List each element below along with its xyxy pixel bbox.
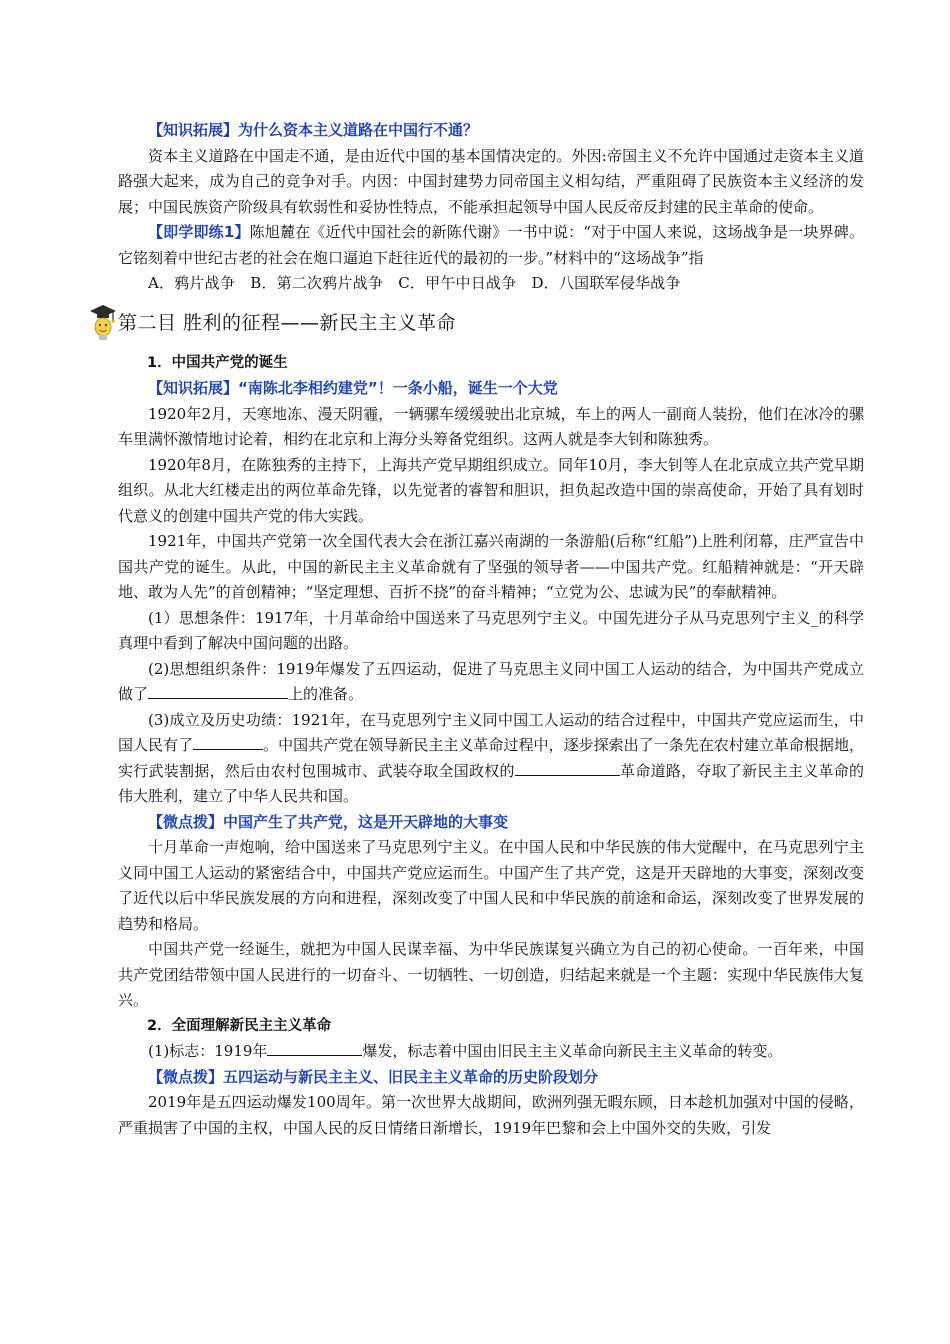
answer-blank[interactable] — [515, 761, 620, 776]
condition-item — [118, 657, 864, 708]
exercise-text: 陈旭麓在《近代中国社会的新陈代谢》一书中说：“对于中国人来说，这场战争是一块界碑。它铭刻着中世纪古老的社会在炮口逼迫下赶往近代的最初的一步。”材料中的“这场战争”指 — [118, 223, 864, 267]
section-tag: 【知识拓展】 — [148, 121, 239, 139]
paragraph: 1921年，中国共产党第一次全国代表大会在浙江嘉兴南湖的一条游船(后称“红船”)上胜利闭幕，庄严宣告中国共产党的诞生。从此，中国的新民主主义革命就有了坚强的领导者——中国共产党。红船精神就是：“开天辟地、敢为人先”的首创精神；“坚定理想、百折不挠”的奋斗精神；“立党为公、忠诚为民”的奉献精神。 — [118, 532, 864, 601]
subheading: 2．全面理解新民主主义革命 — [147, 1017, 332, 1034]
tip-tag: 【微点拨】 — [148, 1067, 224, 1086]
knowledge-extension-heading — [148, 118, 864, 144]
tip-title: 五四运动与新民主主义、旧民主主义革命的历史阶段划分 — [223, 1067, 599, 1086]
paragraph: 1920年2月，天寒地冻、漫天阴霾，一辆骡车缓缓驶出北京城，车上的两人一副商人装扮，他们在冰冷的骡车里满怀激情地讨论着，相约在北京和上海分头筹备党组织。这两人就是李大钊和陈独秀。 — [118, 404, 864, 448]
paragraph: 十月革命一声炮响，给中国送来了马克思列宁主义。在中国人民和中华民族的伟大觉醒中，在马克思列宁主义同中国工人运动的紧密结合中，中国共产党应运而生。中国产生了共产党，这是开天辟地的大事变，深刻改变了近代以后中华民族发展的方向和进程，深刻改变了中国人民和中华民族的前途和命运，深刻改变了世界发展的趋势和格局。 — [118, 838, 864, 933]
condition-item — [118, 1039, 864, 1065]
tip-heading — [148, 810, 864, 836]
section-title: 第二目 胜利的征程——新民主主义革命 — [118, 312, 457, 334]
text: (3)成立及历史功绩：1921年，在马克思列宁主义同中国工人运动的结合过程中，中国共产党应运而生，中国人民有了 — [118, 710, 864, 754]
exercise-tag: 【即学即练1】 — [148, 223, 250, 241]
text: 上的准备。 — [288, 685, 364, 703]
text: (2)思想组织条件：1919年爆发了五四运动，促进了马克思主义同中国工人运动的结合，为中国共产党成立做了 — [118, 659, 864, 703]
text: 革命道路，夺取了新民主主义革命的伟大胜利，建立了中华人民共和国。 — [118, 761, 864, 805]
graduate-cap-icon — [88, 301, 118, 343]
answer-blank[interactable] — [267, 1041, 362, 1056]
section-title-text: “南陈北李相约建党”！一条小船，诞生一个大党 — [238, 379, 558, 397]
exercise-paragraph — [118, 220, 864, 271]
text: 爆发，标志着中国由旧民主主义革命向新民主主义革命的转变。 — [362, 1042, 783, 1060]
answer-blank[interactable] — [148, 684, 288, 699]
paragraph: 1920年8月，在陈独秀的主持下，上海共产党早期组织成立。同年10月，李大钊等人在北京成立共产党早期组织。从北大红楼走出的两位革命先锋，以先觉者的睿智和胆识，担负起改造中国的崇高使命，开始了具有划时代意义的创建中国共产党的伟大实践。 — [118, 455, 864, 525]
paragraph: 资本主义道路在中国走不通，是由近代中国的基本国情决定的。外因:帝国主义不允许中国通过走资本主义道路强大起来，成为自己的竞争对手。内因：中国封建势力同帝国主义相勾结，严重阻碍了民族资本主义经济的发展；中国民族资产阶级具有软弱性和妥协性特点，不能承担起领导中国人民反帝反封建的民主革命的使命。 — [118, 146, 864, 216]
tip-heading — [148, 1065, 864, 1091]
paragraph: 中国共产党一经诞生，就把为中国人民谋幸福、为中华民族谋复兴确立为自己的初心使命。一百年来，中国共产党团结带领中国人民进行的一切奋斗、一切牺牲、一切创造，归结起来就是一个主题：实现中华民族伟大复兴。 — [118, 940, 864, 1009]
subheading: 1．中国共产党的诞生 — [147, 354, 288, 371]
document-page — [118, 118, 864, 1141]
text: 。中国共产党在领导新民主主义革命过程中，逐步探索出了一条先在农村建立革命根据地，实行武装割据，然后由农村包围城市、武装夺取全国政权的 — [118, 736, 864, 780]
tip-title: 中国产生了共产党，这是开天辟地的大事变 — [223, 812, 509, 831]
answer-blank[interactable] — [193, 735, 263, 750]
section-tag: 【知识拓展】 — [148, 379, 239, 397]
exercise-options: A．鸦片战争 B．第二次鸦片战争 C．甲午中日战争 D．八国联军侵华战争 — [148, 274, 681, 292]
knowledge-extension-heading — [148, 376, 864, 402]
section-title-text: 为什么资本主义道路在中国行不通？ — [238, 121, 479, 139]
tip-tag: 【微点拨】 — [148, 812, 224, 831]
paragraph: 2019年是五四运动爆发100周年。第一次世界大战期间，欧洲列强无暇东顾，日本趁机加强对中国的侵略，严重损害了中国的主权，中国人民的反日情绪日渐增长，1919年巴黎和会上中国外交的失败，引发 — [118, 1093, 864, 1137]
condition-item: (1）思想条件：1917年，十月革命给中国送来了马克思列宁主义。中国先进分子从马克思列宁主义_的科学真理中看到了解决中国问题的出路。 — [118, 608, 864, 652]
text: (1)标志：1919年 — [148, 1042, 268, 1060]
condition-item — [118, 708, 864, 810]
section-header — [88, 301, 864, 343]
